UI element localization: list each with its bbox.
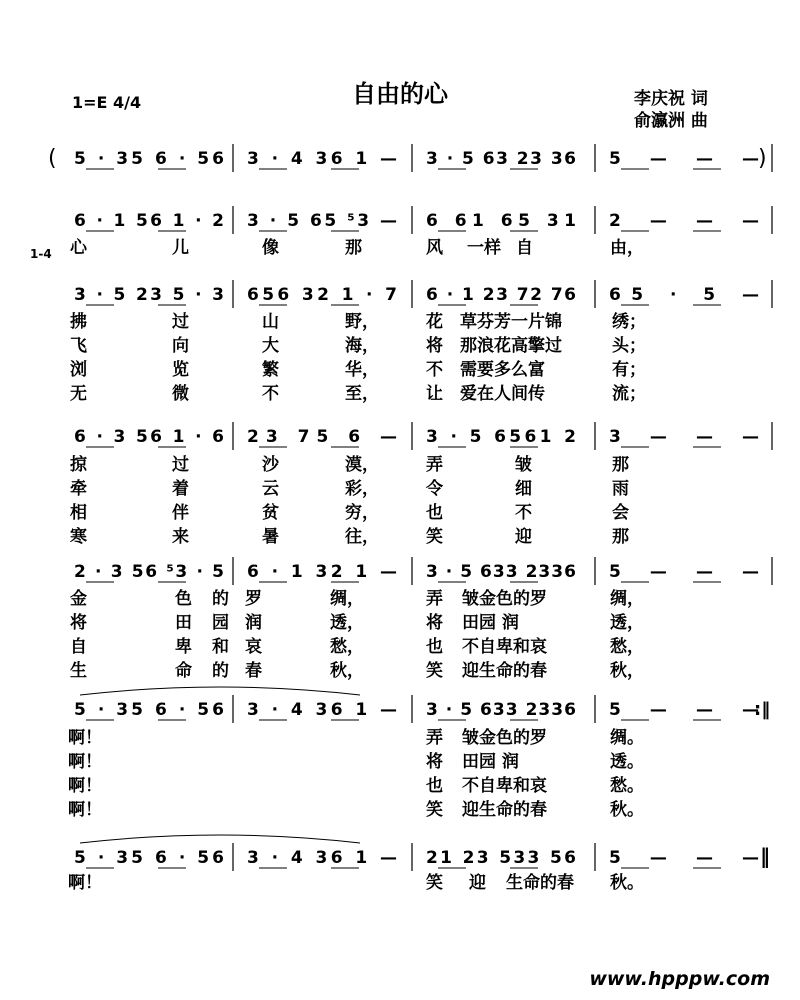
lyric-syllable: 迎生命的春 — [462, 661, 547, 681]
measure-notes: 3 · 4 36 1 — — [247, 149, 397, 169]
lyric-syllable: 绣； — [612, 312, 646, 332]
lyric-syllable: 不自卑和哀 — [462, 776, 547, 796]
lyric-syllable: 需要多么富 — [460, 360, 545, 380]
lyric-syllable: 的 — [212, 661, 229, 681]
lyric-syllable: 自 — [70, 637, 87, 657]
lyric-syllable: 迎生命的春 — [462, 800, 547, 820]
lyric-syllable: 浏 — [70, 360, 87, 380]
measure-notes: 5 — — — — [609, 562, 759, 582]
lyric-syllable: 弄 — [426, 728, 443, 748]
lyric-syllable: 绸， — [330, 589, 364, 609]
lyric-syllable: 啊！ — [68, 800, 102, 820]
lyric-syllable: 秋， — [330, 661, 364, 681]
lyric-syllable: 润 — [245, 613, 262, 633]
lyric-syllable: 田 — [175, 613, 192, 633]
lyric-syllable: 沙 — [262, 455, 279, 475]
lyric-syllable: 无 — [70, 384, 87, 404]
lyric-syllable: 皱金色的罗 — [462, 728, 547, 748]
lyric-syllable: 那 — [612, 455, 629, 475]
lyric-syllable: 啊！ — [68, 728, 102, 748]
lyric-syllable: 弄 — [426, 589, 443, 609]
lyric-syllable: 卑 — [175, 637, 192, 657]
lyric-syllable: 啊！ — [68, 873, 102, 893]
lyric-syllable: 风 — [426, 238, 443, 258]
lyric-syllable: 园 — [212, 613, 229, 633]
lyric-syllable: 华， — [345, 360, 379, 380]
lyric-syllable: 着 — [172, 479, 189, 499]
slur-arc — [80, 687, 360, 695]
lyric-syllable: 至， — [345, 384, 379, 404]
measure-notes: 6 · 3 56 1 · 6 — [74, 427, 224, 447]
lyric-syllable: 不 — [515, 503, 532, 523]
lyric-syllable: 的 — [212, 589, 229, 609]
lyric-syllable: 将 — [426, 613, 443, 633]
measure-notes: 5 — — — — [609, 848, 759, 868]
lyric-syllable: 过 — [172, 455, 189, 475]
song-title: 自由的心 — [352, 80, 448, 108]
lyric-syllable: 头； — [612, 336, 646, 356]
lyric-syllable: 让 — [426, 384, 443, 404]
lyric-syllable: 皱 — [515, 455, 532, 475]
lyric-syllable: 彩， — [345, 479, 379, 499]
lyric-syllable: 览 — [172, 360, 189, 380]
lyric-syllable: 色 — [175, 589, 192, 609]
lyric-syllable: 草芬芳一片锦 — [460, 312, 562, 332]
lyric-syllable: 雨 — [612, 479, 629, 499]
lyric-syllable: 花 — [426, 312, 443, 332]
lyric-syllable: 生 — [70, 661, 87, 681]
lyric-syllable: 向 — [172, 336, 189, 356]
lyric-syllable: 贫 — [262, 503, 279, 523]
lyric-syllable: 愁。 — [610, 776, 644, 796]
lyric-syllable: 啊！ — [68, 776, 102, 796]
lyric-syllable: 透， — [330, 613, 364, 633]
lyric-syllable: 秋。 — [610, 800, 644, 820]
lyric-syllable: 将 — [426, 336, 443, 356]
lyric-syllable: 拂 — [70, 312, 87, 332]
lyric-syllable: 绸。 — [610, 728, 644, 748]
lyric-syllable: 细 — [515, 479, 532, 499]
measure-notes: 3 — — — — [609, 427, 759, 447]
lyric-syllable: 有； — [612, 360, 646, 380]
lyric-syllable: 繁 — [262, 360, 279, 380]
lyric-syllable: 秋， — [610, 661, 644, 681]
lyric-syllable: 一样 — [467, 238, 501, 258]
measure-notes: 6 · 1 23 72 76 — [426, 285, 576, 305]
measure-notes: 65 · 5 — — [609, 285, 759, 305]
lyric-syllable: 云 — [262, 479, 279, 499]
lyric-syllable: 漠， — [345, 455, 379, 475]
measure-notes: 5 · 35 6 · 56 — [74, 149, 224, 169]
lyric-syllable: 海， — [345, 336, 379, 356]
lyric-syllable: 暑 — [262, 527, 279, 547]
lyric-syllable: 心 — [70, 238, 87, 258]
lyric-syllable: 穷， — [345, 503, 379, 523]
lyric-syllable: 绸， — [610, 589, 644, 609]
lyric-syllable: 过 — [172, 312, 189, 332]
measure-notes: 5 — — — — [609, 700, 759, 720]
measure-notes: 6 · 1 56 1 · 2 — [74, 211, 224, 231]
watermark: www.hpppw.com — [589, 968, 770, 990]
measure-notes: 23 75 6 — — [247, 427, 397, 447]
lyric-syllable: 罗 — [245, 589, 262, 609]
lyric-syllable: 将 — [70, 613, 87, 633]
measure-notes: 3 · 5 63 23 36 — [426, 149, 576, 169]
lyric-syllable: 那浪花高擎过 — [460, 336, 562, 356]
measure-notes: 2 · 3 56 ⁵3 · 5 — [74, 562, 224, 582]
lyric-syllable: 和 — [212, 637, 229, 657]
measure-notes: 3 · 4 36 1 — — [247, 700, 397, 720]
lyric-syllable: 不自卑和哀 — [462, 637, 547, 657]
measure-notes: 3 · 5 65 ⁵3 — — [247, 211, 397, 231]
lyric-syllable: 笑 — [426, 527, 443, 547]
lyric-syllable: 迎 — [515, 527, 532, 547]
composer-credit: 俞瀛洲 曲 — [634, 111, 708, 131]
lyricist-credit: 李庆祝 词 — [634, 89, 708, 109]
lyric-syllable: 笑 — [426, 873, 443, 893]
repeat-end-marker: :‖ — [754, 699, 771, 720]
lyric-syllable: 令 — [426, 479, 443, 499]
measure-notes: 6 · 1 32 1 — — [247, 562, 397, 582]
measure-notes: 3 · 5 633 2336 — [426, 700, 576, 720]
measure-notes: 21 23 533 56 — [426, 848, 576, 868]
lyric-syllable: 来 — [172, 527, 189, 547]
lyric-syllable: 流； — [612, 384, 646, 404]
measure-notes: 5 · 35 6 · 56 — [74, 700, 224, 720]
lyric-syllable: 由， — [610, 238, 644, 258]
lyric-syllable: 伴 — [172, 503, 189, 523]
lyric-syllable: 愁， — [330, 637, 364, 657]
lyric-syllable: 秋。 — [610, 873, 644, 893]
lyric-syllable: 也 — [426, 776, 443, 796]
final-double-bar: ‖ — [760, 844, 770, 868]
measure-notes: 3 · 5 23 5 · 3 — [74, 285, 224, 305]
lyric-syllable: 那 — [345, 238, 362, 258]
lyric-syllable: 像 — [262, 238, 279, 258]
lyric-syllable: 愁， — [610, 637, 644, 657]
key-signature: 1=E 4/4 — [72, 93, 142, 112]
lyric-syllable: 生命的春 — [506, 873, 574, 893]
verse-range-mark: 1-4 — [30, 247, 52, 261]
lyric-syllable: 金 — [70, 589, 87, 609]
repeat-open-paren: ( — [48, 146, 57, 171]
measure-notes: 3 · 4 36 1 — — [247, 848, 397, 868]
lyric-syllable: 透。 — [610, 752, 644, 772]
lyric-syllable: 那 — [612, 527, 629, 547]
repeat-close-paren: ) — [758, 146, 767, 171]
lyric-syllable: 飞 — [70, 336, 87, 356]
lyric-syllable: 大 — [262, 336, 279, 356]
lyric-syllable: 透， — [610, 613, 644, 633]
measure-notes: 3 · 5 6561 2 — [426, 427, 576, 447]
lyric-syllable: 会 — [612, 503, 629, 523]
lyric-syllable: 田园 润 — [462, 752, 519, 772]
measure-notes: 656 32 1 · 7 — [247, 285, 397, 305]
lyric-syllable: 笑 — [426, 800, 443, 820]
lyric-syllable: 也 — [426, 503, 443, 523]
lyric-syllable: 爱在人间传 — [460, 384, 545, 404]
measure-notes: 5 · 35 6 · 56 — [74, 848, 224, 868]
lyric-syllable: 寒 — [70, 527, 87, 547]
lyric-syllable: 田园 润 — [462, 613, 519, 633]
lyric-syllable: 哀 — [245, 637, 262, 657]
lyric-syllable: 春 — [245, 661, 262, 681]
lyric-syllable: 皱金色的罗 — [462, 589, 547, 609]
lyric-syllable: 牵 — [70, 479, 87, 499]
lyric-syllable: 迎 — [469, 873, 486, 893]
measure-notes: 5 — — — — [609, 149, 759, 169]
lyric-syllable: 山 — [262, 312, 279, 332]
lyric-syllable: 弄 — [426, 455, 443, 475]
lyric-syllable: 儿 — [172, 238, 189, 258]
measure-notes: 6 61 65 31 — [426, 211, 576, 231]
lyric-syllable: 不 — [426, 360, 443, 380]
measure-notes: 2 — — — — [609, 211, 759, 231]
lyric-syllable: 不 — [262, 384, 279, 404]
lyric-syllable: 微 — [172, 384, 189, 404]
lyric-syllable: 命 — [175, 661, 192, 681]
lyric-syllable: 野， — [345, 312, 379, 332]
lyric-syllable: 自 — [516, 238, 533, 258]
lyric-syllable: 将 — [426, 752, 443, 772]
measure-notes: 3 · 5 633 2336 — [426, 562, 576, 582]
lyric-syllable: 笑 — [426, 661, 443, 681]
lyric-syllable: 啊！ — [68, 752, 102, 772]
lyric-syllable: 往， — [345, 527, 379, 547]
lyric-syllable: 掠 — [70, 455, 87, 475]
slur-arc — [80, 835, 360, 843]
lyric-syllable: 相 — [70, 503, 87, 523]
lyric-syllable: 也 — [426, 637, 443, 657]
